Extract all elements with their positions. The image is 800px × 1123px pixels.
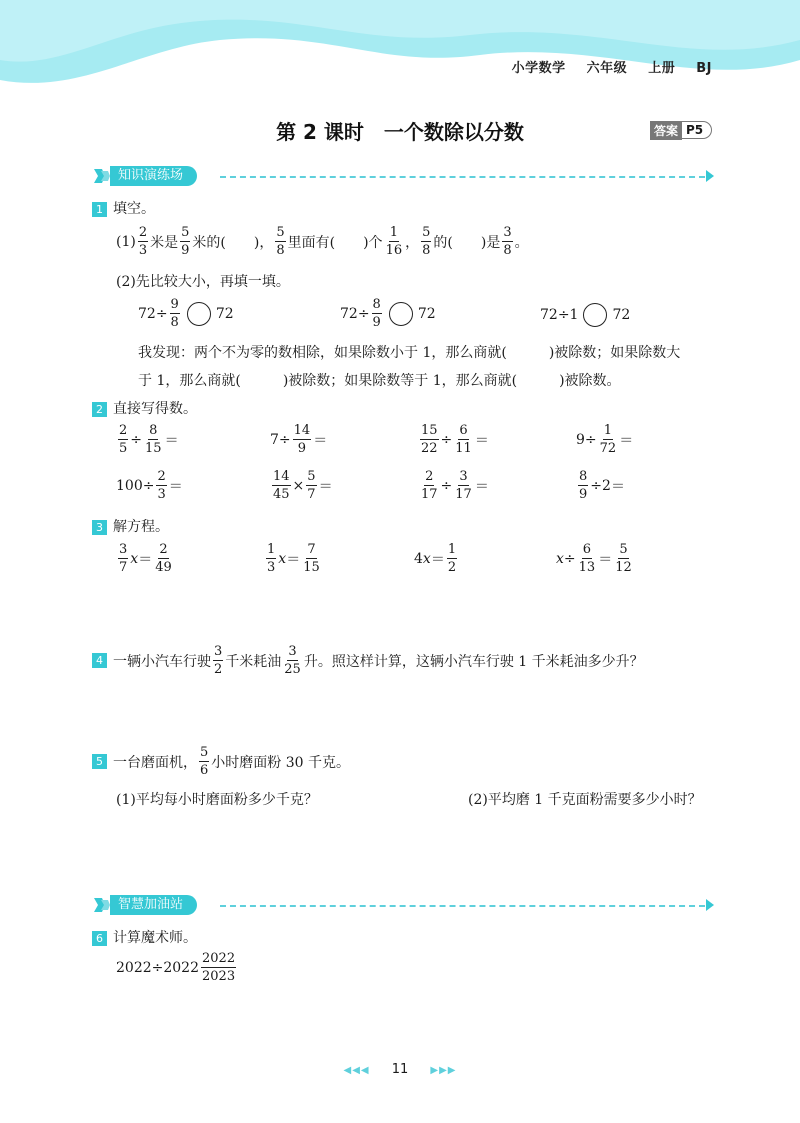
subject-label: 小学数学 (511, 61, 566, 76)
question-1 (92, 198, 155, 218)
q1-part1: (1) $\frac{2}{3}$ 米是 $\frac{5}{9}$ 米的( )， $\frac{5}{8}$ 里面有( )个 $\frac{1}{16}$ ， $\frac{5}{8}$ 的( )是 $\frac{3}{8}$ 。 (116, 225, 529, 258)
calc-item[interactable]: $\frac{8}{9}$ ÷ 2 ＝ (579, 469, 625, 502)
compare-3: 72÷1 72 (540, 303, 630, 327)
fraction: $\frac{5}{9}$ (181, 225, 190, 258)
compare-2: 72÷ $\frac{8}{9}$ 72 (340, 297, 436, 330)
header-wave (0, 0, 800, 110)
section-bar-practice (92, 165, 717, 187)
calc-item[interactable]: $\frac{15}{22}$ ÷ $\frac{6}{11}$ ＝ (421, 423, 489, 456)
calc-item[interactable]: $\frac{14}{45}$ × $\frac{5}{7}$ ＝ (273, 469, 333, 502)
calc-item[interactable]: $\frac{2}{17}$ ÷ $\frac{3}{17}$ ＝ (421, 469, 489, 502)
header-info (496, 57, 712, 76)
answer-blank[interactable]: 米的( )， (192, 234, 274, 251)
question-5: 5 一台磨面机， $\frac{5}{6}$ 小时磨面粉 30 千克。 (92, 746, 350, 777)
q5-sub1: (1)平均每小时磨面粉多少千克？ (116, 792, 318, 808)
fraction: $\frac{2}{3}$ (138, 225, 148, 258)
wrench-icon (92, 894, 112, 916)
arrow-right-icon (706, 899, 714, 911)
answer-blank[interactable]: 的( )是 (433, 234, 501, 251)
compare-1: 72÷ $\frac{9}{8}$ 72 (138, 297, 234, 330)
calc-item[interactable]: $\frac{2}{5}$ ÷ $\frac{8}{15}$ ＝ (119, 423, 179, 456)
calc-item[interactable]: 100 ÷ $\frac{2}{3}$ ＝ (116, 469, 183, 502)
equation-item[interactable]: 4 x ＝ $\frac{1}{2}$ (414, 542, 457, 575)
calc-item[interactable]: 7 ÷ $\frac{14}{9}$ ＝ (270, 423, 328, 456)
equation-item[interactable]: $\frac{1}{3}$ x ＝ $\frac{7}{15}$ (267, 542, 320, 575)
compare-circle[interactable] (187, 302, 211, 326)
section-title-challenge: 智慧加油站 (110, 895, 197, 915)
fraction: $\frac{5}{8}$ (422, 225, 431, 258)
equation-item[interactable]: $\frac{3}{7}$ x ＝ $\frac{2}{49}$ (119, 542, 172, 575)
answer-page: P5 (682, 121, 712, 139)
arrow-right-icon (706, 170, 714, 182)
question-number: 1 (92, 202, 107, 217)
compare-circle[interactable] (389, 302, 413, 326)
fraction: $\frac{3}{8}$ (503, 225, 512, 258)
question-2: 2 直接写得数。 (92, 398, 197, 418)
prev-arrows-icon: ◀◀◀ (343, 1065, 370, 1076)
page-title: 第 2 课时 一个数除以分数 (276, 120, 524, 144)
next-arrows-icon: ▶▶▶ (430, 1065, 457, 1076)
question-title: 填空。 (113, 201, 155, 217)
answer-tag[interactable] (650, 121, 712, 139)
question-6: 6 计算魔术师。 (92, 927, 197, 947)
wrench-icon (92, 165, 112, 187)
q5-sub2: (2)平均磨 1 千克面粉需要多少小时？ (468, 792, 702, 808)
q1-part2: (2)先比较大小，再填一填。 (116, 274, 290, 290)
magic-calc[interactable]: 2022÷2022 $\frac{2022}{2023}$ (116, 951, 236, 984)
volume-label: 上册 (648, 61, 676, 76)
answer-label: 答案 (650, 121, 682, 140)
calc-item[interactable]: 9 ÷ $\frac{1}{72}$ ＝ (576, 423, 634, 456)
answer-blank[interactable]: 里面有( )个 (287, 234, 383, 251)
page-number: 11 (391, 1062, 409, 1077)
edition-label: BJ (696, 61, 712, 76)
compare-circle[interactable] (583, 303, 607, 327)
q1-finding-line1: 我发现：两个不为零的数相除，如果除数小于 1，那么商就( )被除数；如果除数大 (138, 345, 681, 361)
section-bar-challenge (92, 894, 717, 916)
fraction: $\frac{5}{8}$ (276, 225, 285, 258)
question-4: 4 一辆小汽车行驶 $\frac{3}{2}$ 千米耗油 $\frac{3}{25}$ 升。照这样计算，这辆小汽车行驶 1 千米耗油多少升？ (92, 645, 644, 676)
fraction: $\frac{1}{16}$ (385, 225, 403, 258)
equation-item[interactable]: x ÷ $\frac{6}{13}$ ＝ $\frac{5}{12}$ (556, 542, 632, 575)
question-3: 3 解方程。 (92, 516, 169, 536)
section-title-practice: 知识演练场 (110, 166, 197, 186)
q1-finding-line2: 于 1，那么商就( )被除数；如果除数等于 1，那么商就( )被除数。 (138, 373, 621, 389)
grade-label: 六年级 (586, 61, 628, 76)
page-footer (0, 1062, 800, 1077)
